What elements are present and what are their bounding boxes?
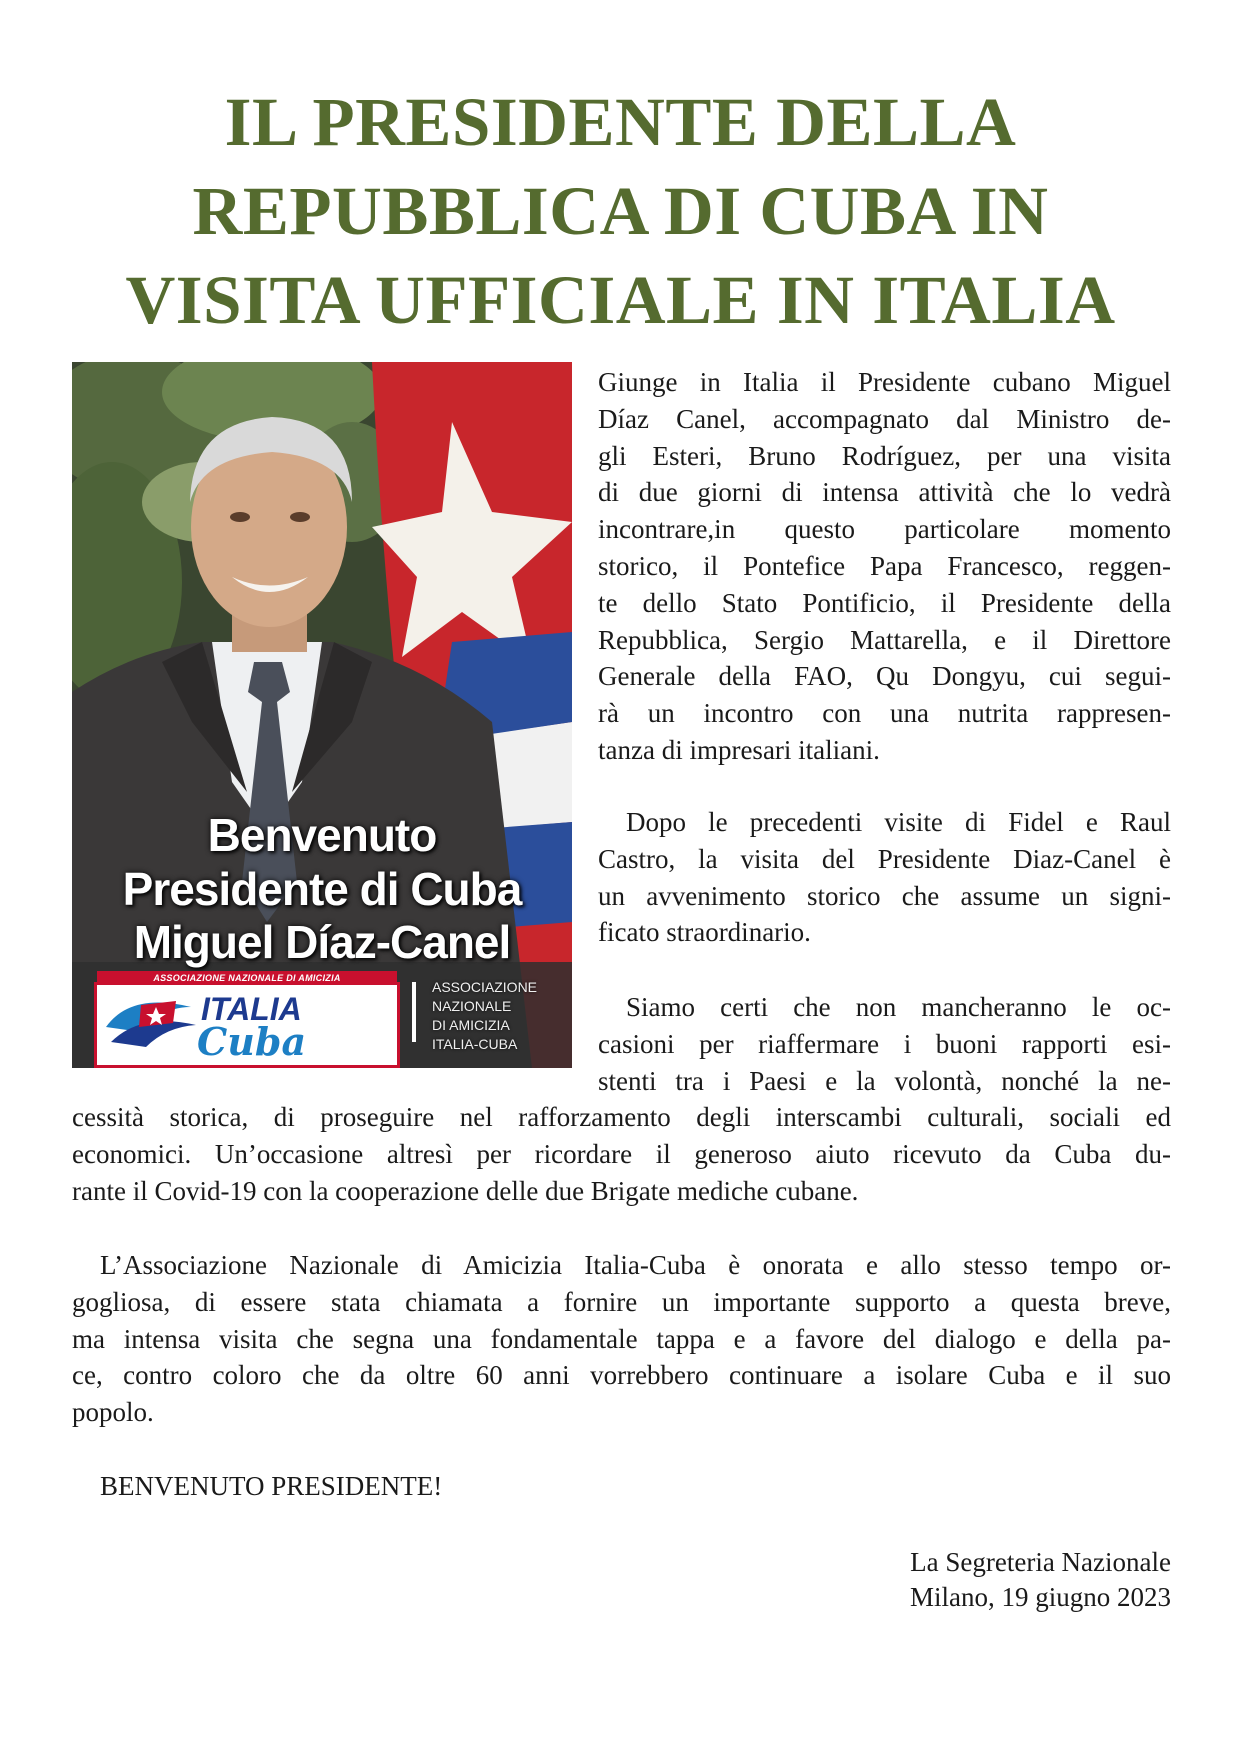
text-line: Díaz Canel, accompagnato dal Ministro de- (598, 403, 1171, 434)
text-line: rà un incontro con una nutrita rappresen- (598, 698, 1171, 729)
title-line-3: VISITA UFFICIALE IN ITALIA (125, 262, 1116, 338)
association-line: DI AMICIZIA (432, 1017, 510, 1033)
association-line: ITALIA-CUBA (432, 1036, 518, 1052)
photo-caption-line-1: Benvenuto (207, 809, 437, 861)
logo-header: ASSOCIAZIONE NAZIONALE DI AMICIZIA (97, 971, 397, 985)
text-line: cessità storica, di proseguire nel rafforzamento degli interscambi culturali, sociali ed (72, 1102, 1171, 1132)
association-line: NAZIONALE (432, 998, 512, 1014)
signature-line-1: La Segreteria Nazionale (910, 1547, 1171, 1577)
photo-caption-line-3: Miguel Díaz-Canel (133, 916, 511, 968)
text-line: Generale della FAO, Qu Dongyu, cui segui- (598, 661, 1171, 692)
text-line: incontrare,in questo particolare momento (598, 514, 1171, 545)
logo-divider (412, 982, 416, 1042)
text-line: di due giorni di intensa attività che lo vedrà (598, 477, 1171, 508)
paragraph-3-column (598, 989, 1171, 1099)
text-line: te dello Stato Pontificio, il Presidente della (598, 587, 1171, 618)
text-line: Repubblica, Sergio Mattarella, e il Direttore (598, 624, 1171, 655)
paragraph-2 (598, 804, 1171, 951)
text-line: ma intensa visita che segna una fondamentale tappa e a favore del dialogo e della pa- (72, 1323, 1171, 1354)
photo-caption-line-2: Presidente di Cuba (122, 863, 522, 915)
logo-word-cuba: Cuba (197, 1019, 307, 1064)
signature-line-2: Milano, 19 giugno 2023 (910, 1582, 1171, 1612)
association-line: ASSOCIAZIONE (432, 979, 538, 995)
title-line-2: REPUBBLICA DI CUBA IN (192, 173, 1049, 249)
text-line: gli Esteri, Bruno Rodríguez, per una visita (598, 440, 1171, 471)
paragraph-3-full (72, 1099, 1171, 1209)
title-line-1: IL PRESIDENTE DELLA (224, 84, 1017, 160)
text-line: rante il Covid-19 con la cooperazione delle due Brigate mediche cubane. (72, 1175, 859, 1206)
logo-word-italia: ITALIA (201, 991, 302, 1027)
paragraph-1 (598, 364, 1171, 769)
text-line: stenti tra i Paesi e la volontà, nonché la ne- (598, 1065, 1171, 1096)
text-line: un avvenimento storico che assume un signi- (598, 880, 1171, 911)
text-line: Castro, la visita del Presidente Diaz-Canel è (598, 843, 1171, 874)
text-line: economici. Un’occasione altresì per ricordare il generoso aiuto ricevuto da Cuba du- (72, 1138, 1171, 1169)
text-line: Dopo le precedenti visite di Fidel e Raul (626, 807, 1171, 837)
text-line: Giunge in Italia il Presidente cubano Miguel (598, 367, 1171, 397)
italia-cuba-logo (94, 973, 400, 1068)
text-line: gogliosa, di essere stata chiamata a fornire un importante supporto a questa breve, (72, 1286, 1171, 1317)
president-photo (72, 362, 572, 1068)
text-line: BENVENUTO PRESIDENTE! (100, 1471, 443, 1501)
text-line: ficato straordinario. (598, 917, 811, 948)
association-label (432, 978, 568, 1054)
text-line: Siamo certi che non mancheranno le oc- (626, 992, 1171, 1022)
text-line: storico, il Pontefice Papa Francesco, reggen- (598, 550, 1171, 581)
text-line: ce, contro coloro che da oltre 60 anni vorrebbero continuare a isolare Cuba e il suo (72, 1360, 1171, 1391)
text-line: L’Associazione Nazionale di Amicizia Italia-Cuba è onorata e allo stesso tempo or- (100, 1250, 1171, 1280)
text-line: popolo. (72, 1397, 154, 1428)
paragraph-5 (72, 1468, 1171, 1505)
text-line: casioni per riaffermare i buoni rapporti esi- (598, 1028, 1171, 1059)
paragraph-4 (72, 1247, 1171, 1431)
page-title (70, 78, 1171, 345)
signature (910, 1545, 1171, 1615)
wave-flag-icon (101, 987, 201, 1061)
text-line: tanza di impresari italiani. (598, 734, 880, 765)
